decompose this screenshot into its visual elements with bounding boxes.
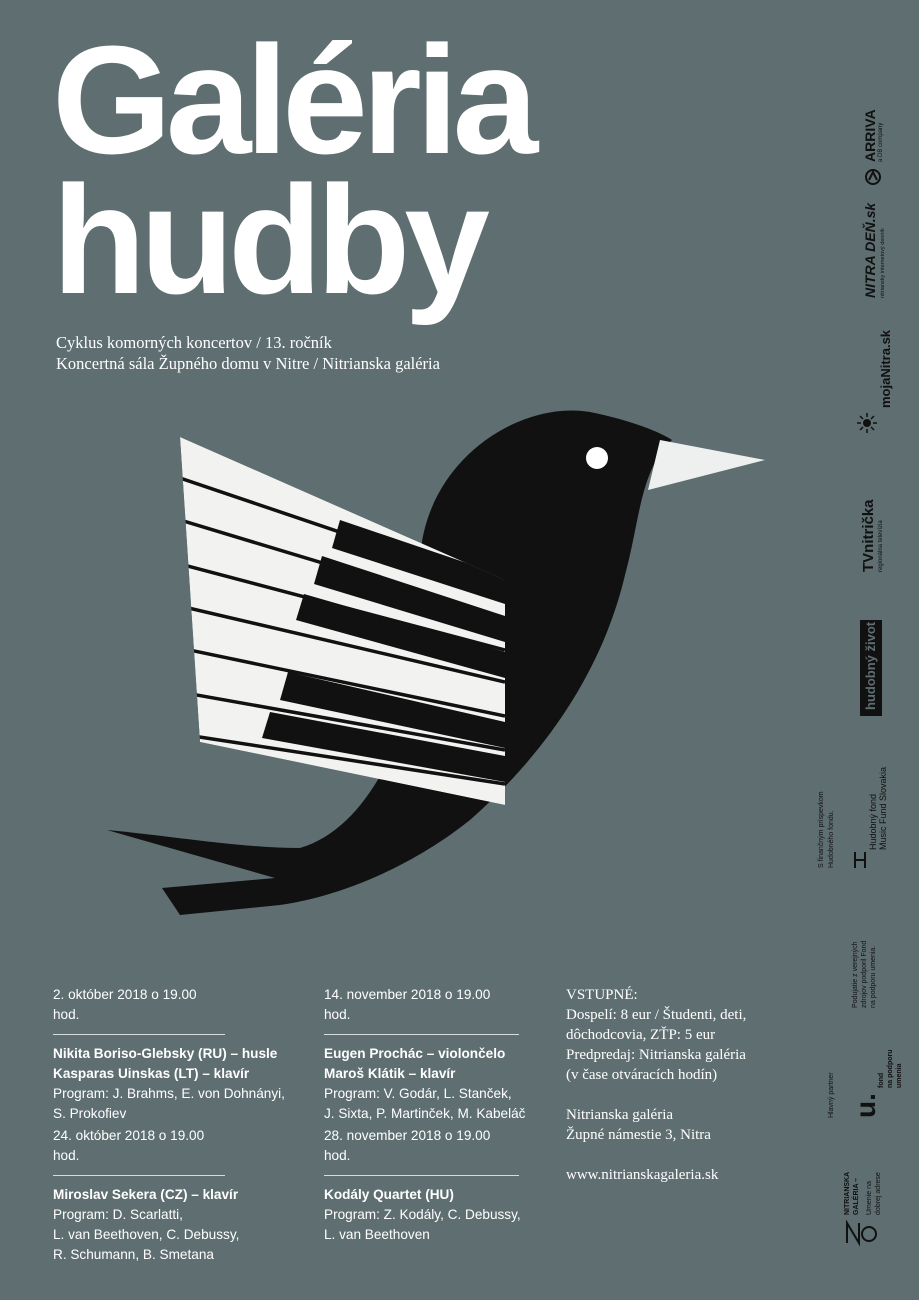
tickets-line: Predpredaj: Nitrianska galéria: [566, 1047, 746, 1063]
concert-performer: Miroslav Sekera (CZ) – klavír: [53, 1187, 239, 1202]
fpu-partner: Hlavný partner: [828, 1072, 835, 1118]
arriva-text: ARRIVA: [862, 109, 878, 162]
concert-4: [324, 1126, 521, 1245]
tickets-line: dôchodcovia, ZŤP: 5 eur: [566, 1027, 716, 1043]
fpu-name-1: fond: [878, 1072, 885, 1088]
arriva-sub: a DB company: [878, 122, 884, 162]
title-line-2: hudby: [52, 154, 484, 326]
concert-program: Program: D. Scarlatti,: [53, 1207, 183, 1222]
fund-note-1: S finančným príspevkom: [818, 791, 825, 868]
address-line: Nitrianska galéria: [566, 1107, 674, 1123]
ng-name-2: GALÉRIA –: [853, 1177, 860, 1215]
concert-date: 14. november 2018 o 19.00 hod.: [324, 985, 519, 1035]
fund-note-2: Hudobného fondu.: [828, 810, 835, 868]
fund-name-1: Hudobný fond: [868, 793, 878, 850]
concert-date: 2. október 2018 o 19.00 hod.: [53, 985, 225, 1035]
arriva-icon: [864, 168, 882, 186]
bird-piano-illustration: [100, 400, 770, 930]
mojanitra-text: mojaNitra.sk: [878, 329, 893, 408]
concert-date: 28. november 2018 o 19.00 hod.: [324, 1126, 519, 1176]
hudobny-fond-logo: [816, 760, 906, 880]
concert-1: [53, 985, 285, 1124]
tickets-block: [566, 985, 786, 1085]
concert-performer: Kodály Quartet (HU): [324, 1187, 454, 1202]
tickets-line: Dospelí: 8 eur / Študenti, deti,: [566, 1007, 747, 1023]
concert-program: Program: V. Godár, L. Stanček,: [324, 1086, 512, 1101]
ng-tag-1: Umenie na: [866, 1181, 873, 1215]
nitraden-sub: nitriansky internetový denník: [880, 228, 886, 298]
fpu-name-3: umenia: [896, 1063, 903, 1088]
tickets-heading: VSTUPNÉ:: [566, 987, 638, 1003]
concert-performer: Maroš Klátik – klavír: [324, 1066, 456, 1081]
fpu-note-3: na podporu umenia.: [870, 945, 877, 1008]
arriva-logo: [858, 90, 898, 190]
subtitle: [56, 332, 440, 374]
hudobny-zivot-text: hudobný život: [863, 621, 878, 710]
concert-performer: Kasparas Uinskas (LT) – klavír: [53, 1066, 250, 1081]
fund-name-2: Music Fund Slovakia: [878, 766, 888, 850]
sponsor-strip: [808, 60, 908, 1260]
poster-title: [52, 14, 533, 326]
concert-program: J. Sixta, P. Martinček, M. Kabeláč: [324, 1106, 526, 1121]
sun-icon: [856, 412, 878, 434]
fund-h-icon: [854, 852, 866, 868]
fpu-u-mark: u.: [850, 1093, 881, 1118]
tvnitricka-sub: regionálna televízia: [878, 520, 884, 572]
mojanitra-logo: [852, 329, 902, 438]
ng-tag-2: dobrej adrese: [875, 1172, 882, 1215]
concert-program: L. van Beethoven, C. Debussy,: [53, 1227, 240, 1242]
address-line: Župné námestie 3, Nitra: [566, 1127, 711, 1143]
ng-name-1: NITRIANSKA: [844, 1171, 851, 1215]
concert-program: S. Prokofiev: [53, 1106, 127, 1121]
concert-program: L. van Beethoven: [324, 1227, 430, 1242]
concert-performer: Eugen Prochác – violončelo: [324, 1046, 506, 1061]
hudobny-zivot-logo: [860, 620, 882, 716]
tvnitricka-text: TVnitrička: [860, 499, 877, 572]
fpu-note-2: zdrojov podporil Fond: [861, 940, 868, 1008]
subtitle-line-2: Koncertná sála Župného domu v Nitre / Nitrianska galéria: [56, 354, 440, 373]
tvnitricka-logo: [858, 480, 898, 580]
nitraden-text: NITRA DEŇ.sk: [862, 202, 878, 298]
fpu-name-2: na podporu: [887, 1049, 894, 1088]
concert-program: R. Schumann, B. Smetana: [53, 1247, 214, 1262]
bird-eye: [586, 447, 608, 469]
nitraden-logo: [858, 200, 898, 300]
concert-program: Program: J. Brahms, E. von Dohnányi,: [53, 1086, 285, 1101]
website-link[interactable]: www.nitrianskagaleria.sk: [566, 1167, 719, 1183]
concert-program: Program: Z. Kodály, C. Debussy,: [324, 1207, 521, 1222]
fpu-logo: [816, 940, 906, 1130]
ng-monogram-icon: [844, 1219, 878, 1247]
bird-beak: [648, 440, 765, 490]
fpu-note-1: Podujatie z verejných: [852, 941, 859, 1008]
ticket-info: [566, 985, 786, 1185]
concert-3: [324, 985, 525, 1124]
concert-date: 24. október 2018 o 19.00 hod.: [53, 1126, 225, 1176]
concert-performer: Nikita Boriso-Glebsky (RU) – husle: [53, 1046, 278, 1061]
subtitle-line-1: Cyklus komorných koncertov / 13. ročník: [56, 333, 332, 352]
tickets-line: (v čase otváracích hodín): [566, 1067, 718, 1083]
title-line-1: Galéria: [52, 14, 533, 186]
address-block: [566, 1105, 786, 1145]
nitrianska-galeria-logo: [816, 1155, 906, 1255]
concert-2: [53, 1126, 239, 1265]
